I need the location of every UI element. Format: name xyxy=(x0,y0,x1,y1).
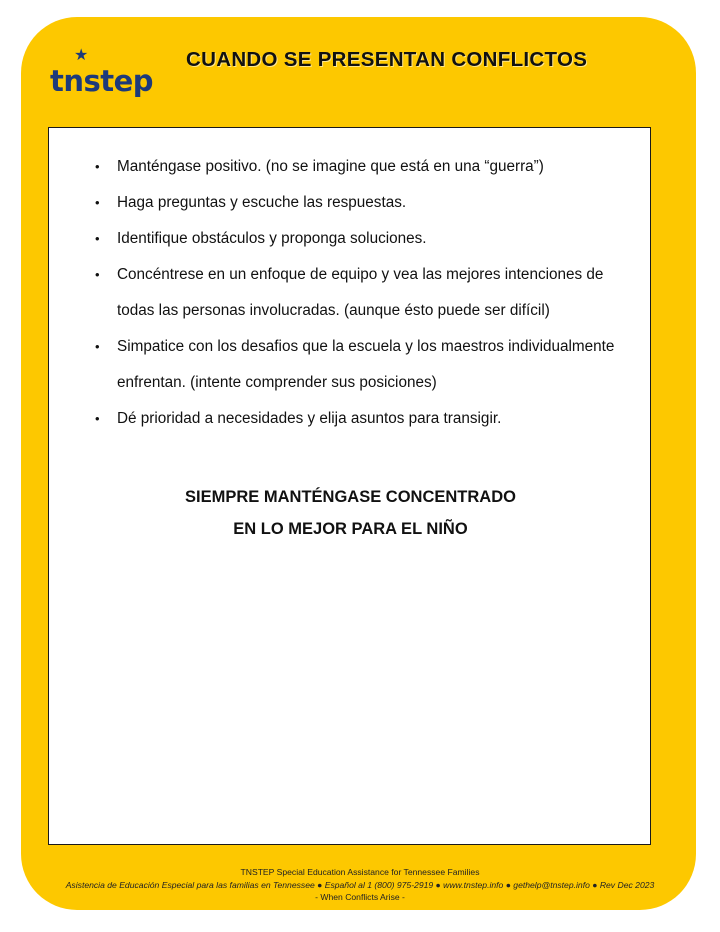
list-item: • Haga preguntas y escuche las respuestas. xyxy=(95,185,640,221)
list-item: • Identifique obstáculos y proponga soluciones. xyxy=(95,221,640,257)
list-item: • Simpatice con los desafios que la escuela y los maestros individualmente enfrentan. (intente comprender sus posiciones) xyxy=(95,329,640,401)
content-panel xyxy=(48,127,651,845)
emphasis-statement xyxy=(49,481,652,545)
footer-doc-title: - When Conflicts Arise - xyxy=(315,892,405,902)
page-footer xyxy=(0,866,720,904)
emphasis-line-1: SIEMPRE MANTÉNGASE CONCENTRADO xyxy=(185,488,516,506)
page-title: CUANDO SE PRESENTAN CONFLICTOS xyxy=(186,48,588,71)
tnstep-logo xyxy=(50,45,154,103)
list-item: • Manténgase positivo. (no se imagine que está en una “guerra”) xyxy=(95,149,640,185)
list-item: • Dé prioridad a necesidades y elija asuntos para transigir. xyxy=(95,401,640,437)
star-icon: ★ xyxy=(74,45,89,64)
list-item: • Concéntrese en un enfoque de equipo y vea las mejores intenciones de todas las personas involucradas. (aunque ésto puede ser difícil) xyxy=(95,257,640,329)
tips-list xyxy=(95,149,640,437)
emphasis-line-2: EN LO MEJOR PARA EL NIÑO xyxy=(233,520,468,538)
logo-wordmark: tnstep xyxy=(50,64,154,98)
footer-contact: Asistencia de Educación Especial para las familias en Tennessee ● Español al 1 (800) 975-2919 ● www.tnstep.info ● gethelp@tnstep.info ● Rev Dec 2023 xyxy=(65,879,655,890)
footer-org: TNSTEP Special Education Assistance for Tennessee Families xyxy=(240,867,480,877)
